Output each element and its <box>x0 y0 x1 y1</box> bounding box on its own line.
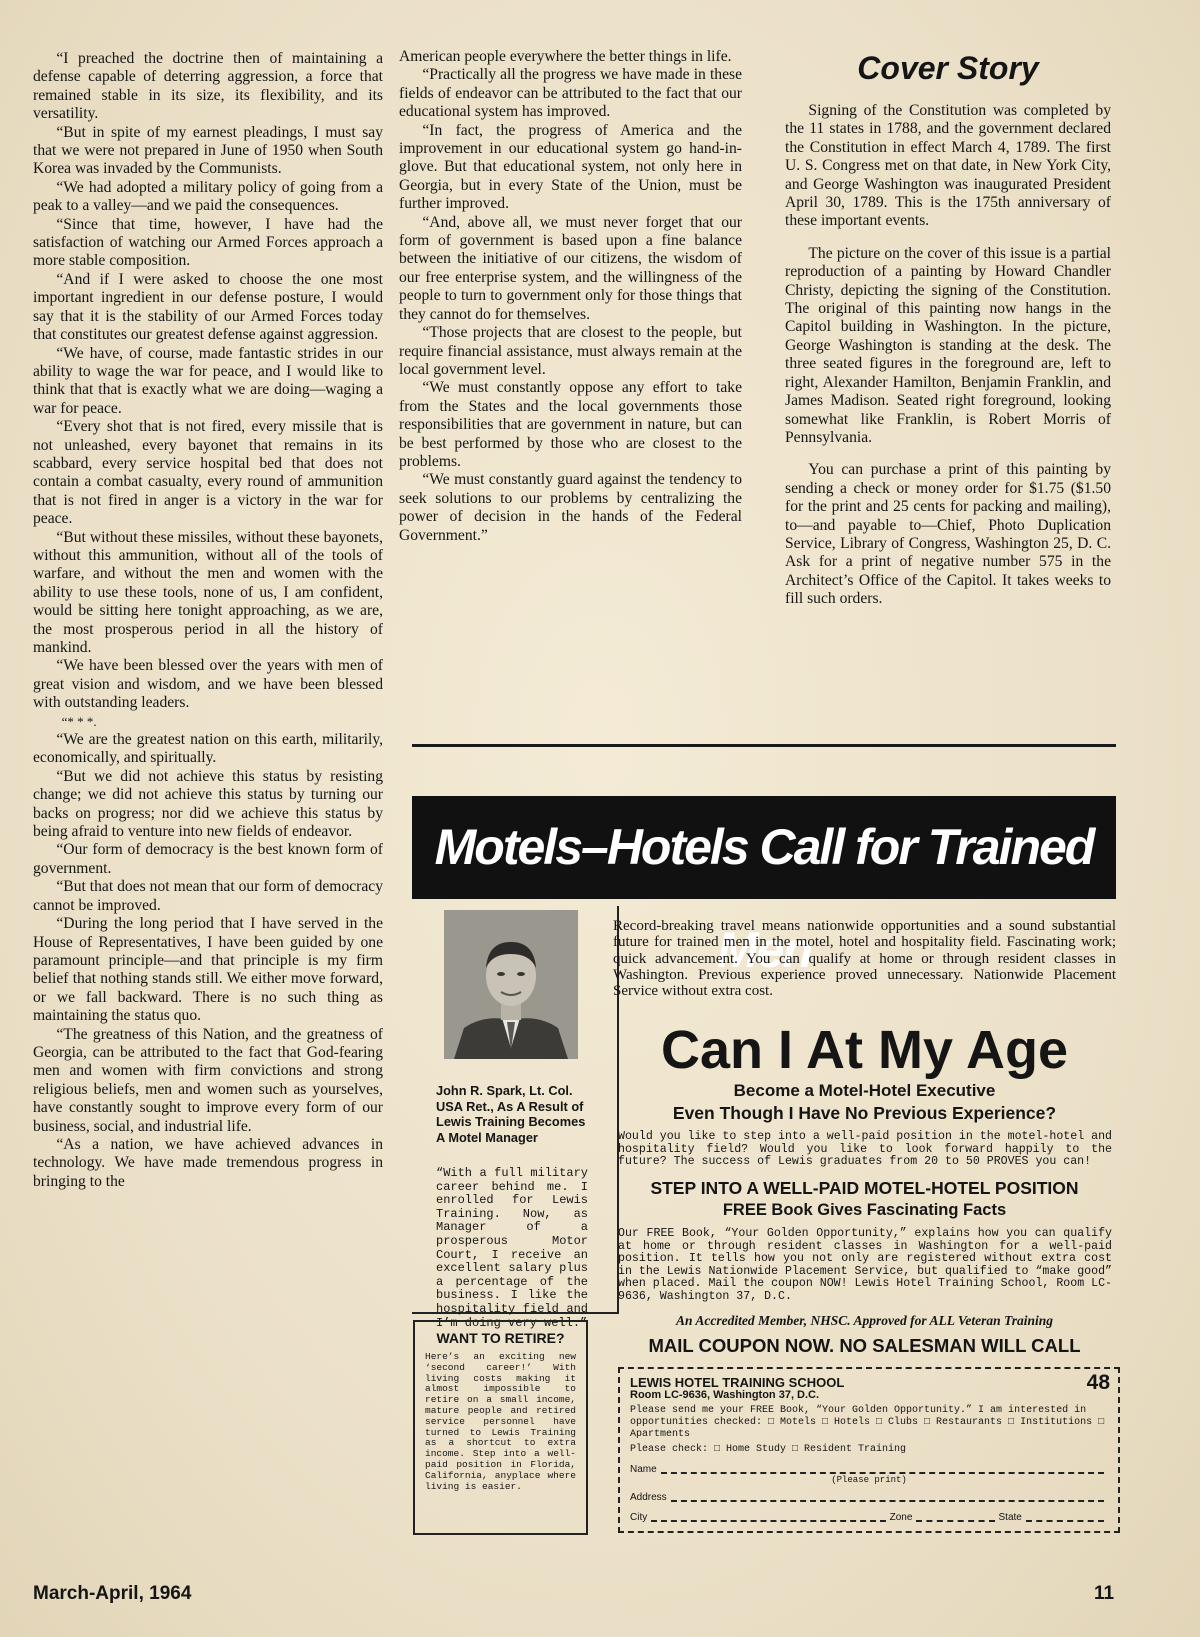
paragraph: “Our form of democracy is the best known form of government. <box>33 841 383 877</box>
paragraph: “The greatness of this Nation, and the greatness of Georgia, can be attributed to the fact that God-fearing men and women with firm convictions and strong religious beliefs, men and women such as yourselves, have constantly sought to improve every form of our business, social, and industrial life. <box>33 1025 383 1135</box>
paragraph: “But in spite of my earnest pleadings, I must say that we were not prepared in June of 1950 when South Korea was invaded by the Communists. <box>33 123 383 178</box>
paragraph: “We have, of course, made fantastic strides in our ability to wage the war for peace, and I would like to think that that is exactly what we are doing—waging a war for peace. <box>33 344 383 417</box>
ad-banner: Motels–Hotels Call for Trained Men <box>412 796 1116 899</box>
testimonial-quote: “With a full military career behind me. I enrolled for Lewis Training. Now, as Manager of a prosperous Motor Court, I receive an excellent salary plus a percentage of the business. I like the hospitality field and I’m doing very well.” <box>436 1166 588 1330</box>
paragraph: “We must constantly oppose any effort to take from the States and the local governments those responsibilities that are government in nature, but can be best performed by those who are closest to the problems. <box>399 379 742 470</box>
paragraph: Signing of the Constitution was completed by the 11 states in 1788, and the government declared the Constitution in effect March 4, 1789. The first U. S. Congress met on that date, in New York City, and George Washington was inaugurated President April 30, 1789. This is the 175th anniversary of these important events. <box>785 102 1111 230</box>
name-label: Name <box>630 1464 657 1475</box>
paragraph: “And, above all, we must never forget that our form of government is based upon a fine balance between the initiative of our citizens, the wisdom of our free enterprise system, and the willingness of the people to turn to government only for those things that they cannot do for themselves. <box>399 213 742 323</box>
portrait-photo <box>444 910 578 1059</box>
paragraph: “During the long period that I have served in the House of Representatives, I have been guided by one paramount principle—and that principle is my firm belief that nothing stands still. We either move forward, or we fall backward. There is no such thing as maintaining the status quo. <box>33 915 383 1025</box>
ad-subheadline: Become a Motel-Hotel Executive <box>733 1081 996 1100</box>
issue-date: March-April, 1964 <box>33 1583 192 1604</box>
paragraph: “We had adopted a military policy of going from a peak to a valley—and we paid the consequences. <box>33 178 383 215</box>
paragraph: “But that does not mean that our form of democracy cannot be improved. <box>33 878 383 914</box>
paragraph: “In fact, the progress of America and the improvement in our educational system go hand-in-glove. But that educational system, not only here in Georgia, but in every State of the Union, must be further improved. <box>399 121 742 213</box>
paragraph: “I preached the doctrine then of maintaining a defense capable of deterring aggression, a force that remained stable in its size, its flexibility, and its versatility. <box>33 50 383 123</box>
coupon-request: Please send me your FREE Book, “Your Golden Opportunity.” I am interested in opportunities checked: □ Motels □ Hotels □ Clubs □ Restaurants □ Institutions □ Apartments <box>630 1405 1105 1440</box>
retire-text: Here’s an exciting new ‘second career!’ With living costs making it almost impossible to retire on a small income, mature people and retired service personnel have turned to Lewis Training as a shortcut to extra income. Step into a well-paid position in Florida, California, anyplace where living is easier. <box>425 1351 576 1492</box>
coupon-address: Room LC-9636, Washington 37, D.C. <box>630 1389 820 1401</box>
paragraph: “But without these missiles, without these bayonets, without this ammunition, without all of the tools of warfare, and without the men and women with the ability to use these tools, none of us, I am confident, would be sitting here tonight approaching, as we are, the most prosperous period in all the history of mankind. <box>33 528 383 656</box>
paragraph: “Practically all the progress we have made in these fields of endeavor can be attributed to the fact that our educational system has improved. <box>399 66 742 121</box>
page-number: 11 <box>1094 1583 1115 1604</box>
coupon-check: Please check: □ Home Study □ Resident Training <box>630 1444 907 1455</box>
ad-step-heading: STEP INTO A WELL-PAID MOTEL-HOTEL POSITION <box>650 1178 1079 1198</box>
paragraph: “As a nation, we have achieved advances in technology. We have made tremendous progress in bringing to the <box>33 1135 383 1190</box>
ad-intro-text: Record-breaking travel means nationwide opportunities and a sound substantial future for trained men in the motel, hotel and hospitality field. Fascinating work; quick advancement. You can qualify at home or through resident classes in Washington. Previous experience proved unnecessary. Nationwide Placement Service without extra cost. <box>613 918 1116 1000</box>
coupon-address-field[interactable] <box>630 1492 1108 1504</box>
paragraph: “Since that time, however, I have had the satisfaction of watching our Armed Forces approach a more stable composition. <box>33 215 383 270</box>
cover-story-title: Cover Story <box>857 50 1039 86</box>
coupon-city-field[interactable] <box>630 1512 1108 1524</box>
ad-paragraph-1: Would you like to step into a well-paid position in the motel-hotel and hospitality field? Would you like to look forward happily to the future? The success of Lewis graduates from 20 to 50 PROVES you can! <box>618 1130 1112 1169</box>
paragraph: “We must constantly guard against the tendency to seek solutions to our problems by centralizing the power of decision in the hands of the Federal Government.” <box>399 471 742 544</box>
ad-free-book-heading: FREE Book Gives Fascinating Facts <box>722 1201 1007 1219</box>
coupon-badge: 48 <box>1086 1371 1110 1394</box>
paragraph: “And if I were asked to choose the one most important ingredient in our defense posture, I would say that it is the stability of our Armed Forces today that constitutes our greatest defense against aggression. <box>33 270 383 344</box>
photo-caption: John R. Spark, Lt. Col. USA Ret., As A Result of Lewis Training Becomes A Motel Manager <box>436 1083 586 1145</box>
man-portrait-icon <box>444 910 578 1059</box>
paragraph: “But we did not achieve this status by resisting change; we did not achieve this status by turning our backs on progress; nor did we achieve this status by being afraid to venture into new fields of endeavor. <box>33 767 383 841</box>
ad-subheadline-2: Even Though I Have No Previous Experience? <box>672 1103 1057 1123</box>
cover-story-column <box>785 48 1111 623</box>
mail-coupon-heading: MAIL COUPON NOW. NO SALESMAN WILL CALL <box>648 1335 1081 1356</box>
retire-title: WANT TO RETIRE? <box>436 1330 565 1346</box>
paragraph: “We are the greatest nation on this earth, militarily, economically, and spiritually. <box>33 731 383 767</box>
coupon-school-name: LEWIS HOTEL TRAINING SCHOOL <box>630 1375 845 1390</box>
paragraph: American people everywhere the better things in life. <box>399 48 732 65</box>
zone-label: Zone <box>889 1512 913 1523</box>
ad-headline: Can I At My Age <box>660 1020 1069 1080</box>
ad-paragraph-2: Our FREE Book, “Your Golden Opportunity,” explains how you can qualify at home or through resident classes in Washington for a well-paid position. It tells how you not only are registered without extra cost in the Lewis Nationwide Placement Service, but qualified to “make good” when placed. Mail the coupon NOW! Lewis Hotel Training School, Room LC-9636, Washington 37, D.C. <box>618 1227 1112 1303</box>
article-column-1 <box>33 50 383 1191</box>
paragraph: “We have been blessed over the years with men of great vision and wisdom, and we have been blessed with outstanding leaders. <box>33 657 383 712</box>
paragraph: “Those projects that are closest to the people, but require financial assistance, must always remain at the local government level. <box>399 324 742 378</box>
section-break: “* * *. <box>61 713 97 729</box>
paragraph: The picture on the cover of this issue is a partial reproduction of a painting by Howard Chandler Christy, depicting the signing of the Constitution. The original of this painting now hangs in the Capitol building in Washington. In the picture, George Washington is standing at the desk. The three seated figures in the foreground are, left to right, Alexander Hamilton, Benjamin Franklin, and James Madison. Seated right foreground, looking somewhat like Franklin, is Robert Morris of Pennsylvania. <box>785 244 1111 446</box>
paragraph: “Every shot that is not fired, every missile that is not unleashed, every bayonet that remains in its scabbard, every service hospital bed that does not contain a combat casualty, every round of ammunition that is not fired in anger is a victory in the war for peace. <box>33 418 383 528</box>
state-label: State <box>998 1512 1022 1523</box>
article-column-2 <box>399 48 742 545</box>
city-label: City <box>630 1512 648 1523</box>
address-label: Address <box>630 1492 667 1503</box>
paragraph: You can purchase a print of this painting by sending a check or money order for $1.75 ($1.50 for the print and 25 cents for packing and mailing), to—and payable to—Chief, Photo Duplication Service, Library of Congress, Washington 25, D. C. Ask for a print of negative number 575 in the Architect’s Office of the Capitol. It takes weeks to fill such orders. <box>785 461 1111 608</box>
mail-coupon <box>618 1367 1120 1533</box>
retire-box <box>413 1320 588 1535</box>
print-hint: (Please print) <box>831 1475 907 1485</box>
section-divider <box>412 744 1116 747</box>
accreditation-line: An Accredited Member, NHSC. Approved for ALL Veteran Training <box>675 1313 1053 1328</box>
